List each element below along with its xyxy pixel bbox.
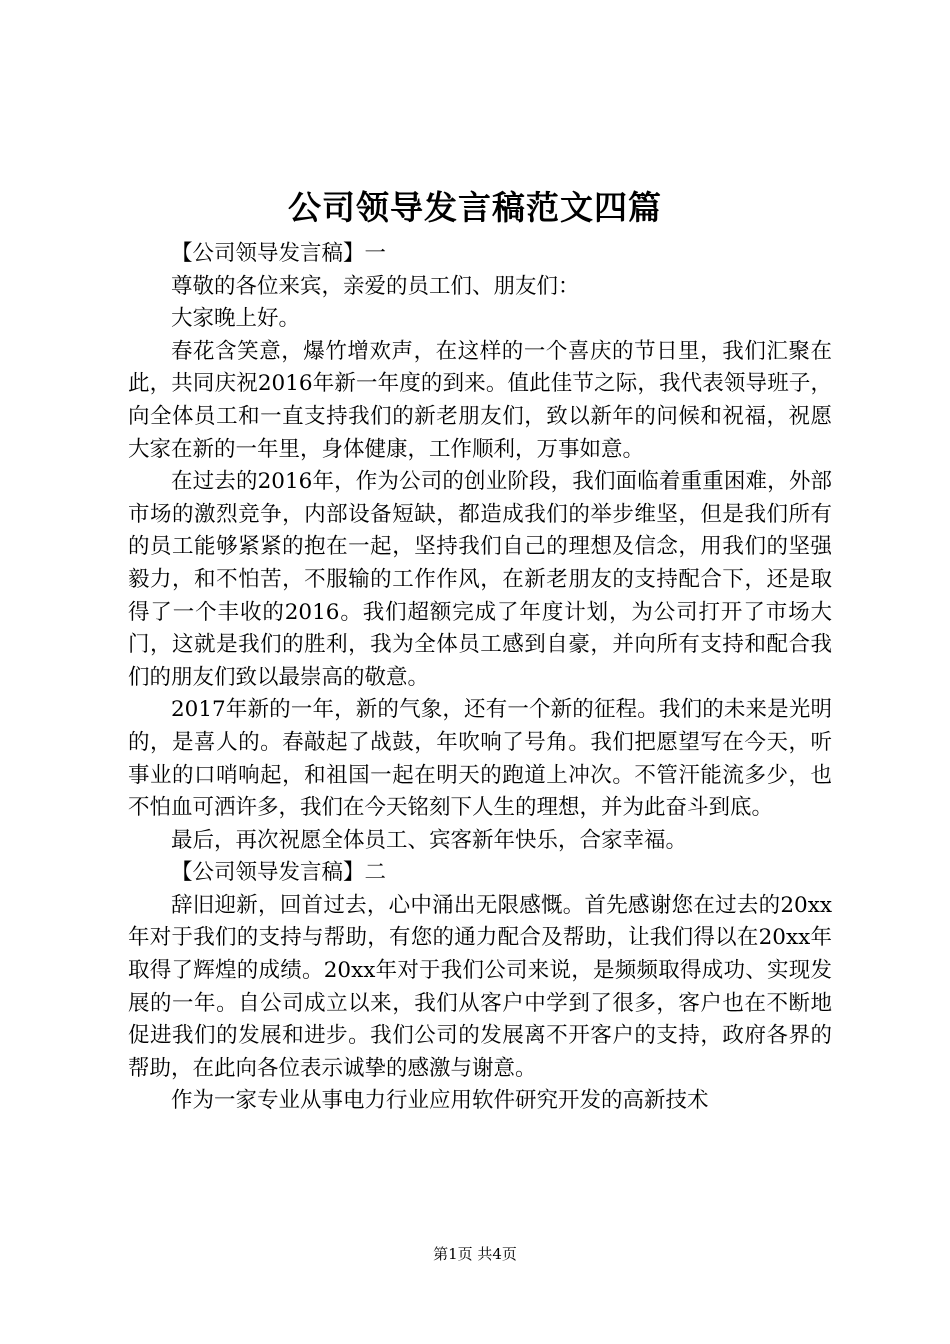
paragraph: 辞旧迎新，回首过去，心中涌出无限感慨。首先感谢您在过去的20xx年对于我们的支持与帮助，有您的通力配合及帮助，让我们得以在20xx年取得了辉煌的成绩。20xx年对于我们公司来说，是频频取得成功、实现发展的一年。自公司成立以来，我们从客户中学到了很多，客户也在不断地促进我们的发展和进步。我们公司的发展离不开客户的支持，政府各界的帮助，在此向各位表示诚挚的感激与谢意。 — [128, 892, 832, 1081]
paragraph: 2017年新的一年，新的气象，还有一个新的征程。我们的未来是光明的，是喜人的。春敲起了战鼓，年吹响了号角。我们把愿望写在今天，听事业的口哨响起，和祖国一起在明天的跑道上冲次。不管汗能流多少，也不怕血可洒许多，我们在今天铭刻下人生的理想，并为此奋斗到底。 — [128, 697, 832, 821]
document-body — [128, 238, 832, 1118]
salutation: 尊敬的各位来宾，亲爱的员工们、朋友们： — [171, 273, 580, 299]
document-title: 公司领导发言稿范文四篇 — [288, 188, 662, 227]
greeting: 大家晚上好。 — [171, 306, 301, 332]
section-heading-1: 【公司领导发言稿】一 — [171, 241, 387, 266]
paragraph: 春花含笑意，爆竹增欢声，在这样的一个喜庆的节日里，我们汇聚在此，共同庆祝2016年新一年度的到来。值此佳节之际，我代表领导班子，向全体员工和一直支持我们的新老朋友们，致以新年的问候和祝福，祝愿大家在新的一年里，身体健康，工作顺利，万事如意。 — [128, 338, 832, 462]
section-heading-2: 【公司领导发言稿】二 — [171, 860, 387, 886]
paragraph: 在过去的2016年，作为公司的创业阶段，我们面临着重重困难，外部市场的激烈竞争，内部设备短缺，都造成我们的举步维坚，但是我们所有的员工能够紧紧的抱在一起，坚持我们自己的理想及信念，用我们的坚强毅力，和不怕苦，不服输的工作作风，在新老朋友的支持配合下，还是取得了一个丰收的2016。我们超额完成了年度计划，为公司打开了市场大门，这就是我们的胜利，我为全体员工感到自豪，并向所有支持和配合我们的朋友们致以最崇高的敬意。 — [128, 469, 832, 690]
paragraph: 作为一家专业从事电力行业应用软件研究开发的高新技术 — [171, 1088, 709, 1114]
page-number-footer: 第1页 共4页 — [433, 1245, 517, 1263]
closing-paragraph: 最后，再次祝愿全体员工、宾客新年快乐，合家幸福。 — [171, 827, 688, 853]
